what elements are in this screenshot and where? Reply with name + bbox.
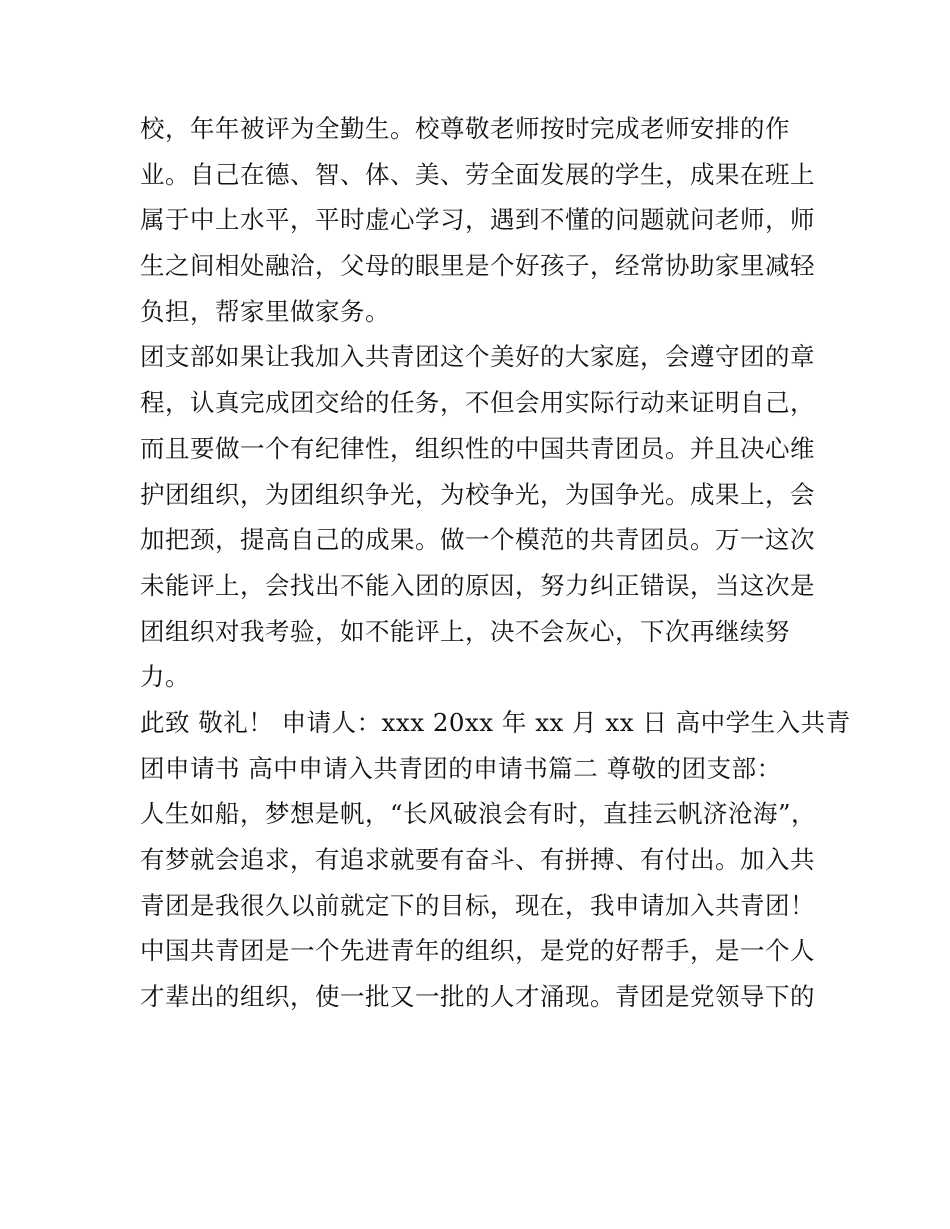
text-line: 加把颈，提高自己的成果。做一个模范的共青团员。万一这次 — [140, 525, 815, 555]
text-line: 校，年年被评为全勤生。校尊敬老师按时完成老师安排的作 — [140, 114, 790, 143]
text-line: 才辈出的组织，使一批又一批的人才涌现。青团是党领导下的 — [140, 982, 815, 1012]
text-line: 团组织对我考验，如不能评上，决不会灰心，下次再继续努 — [140, 616, 790, 646]
text-line: 力。 — [140, 662, 190, 692]
text-line: 负担，帮家里做家务。 — [140, 296, 390, 326]
text-line: 未能评上，会找出不能入团的原因，努力纠正错误，当这次是 — [140, 570, 815, 600]
text-line: 团支部如果让我加入共青团这个美好的大家庭，会遵守团的章 — [140, 342, 815, 372]
text-line: 属于中上水平，平时虚心学习，遇到不懂的问题就问老师，师 — [140, 205, 815, 235]
text-line: 有梦就会追求，有追求就要有奋斗、有拼搏、有付出。加入共 — [140, 845, 815, 874]
text-line: 生之间相处融洽，父母的眼里是个好孩子，经常协助家里减轻 — [140, 251, 815, 281]
text-line: 程，认真完成团交给的任务，不但会用实际行动来证明自己， — [140, 388, 815, 418]
text-line: 而且要做一个有纪律性，组织性的中国共青团员。并且决心维 — [140, 433, 815, 463]
text-line: 此致 敬礼！ 申请人：xxx 20xx 年 xx 月 xx 日 高中学生入共青 — [140, 707, 851, 737]
text-line: 团申请书 高中申请入共青团的申请书篇二 尊敬的团支部： — [140, 753, 782, 783]
text-line: 青团是我很久以前就定下的目标，现在，我申请加入共青团！ — [140, 890, 815, 920]
text-line: 护团组织，为团组织争光，为校争光，为国争光。成果上，会 — [140, 479, 815, 509]
text-line: 人生如船，梦想是帆，“长风破浪会有时，直挂云帆济沧海”， — [140, 799, 817, 829]
body-text — [140, 106, 851, 1020]
text-line: 中国共青团是一个先进青年的组织，是党的好帮手，是一个人 — [140, 936, 815, 966]
text-line: 业。自己在德、智、体、美、劳全面发展的学生，成果在班上 — [140, 159, 815, 189]
